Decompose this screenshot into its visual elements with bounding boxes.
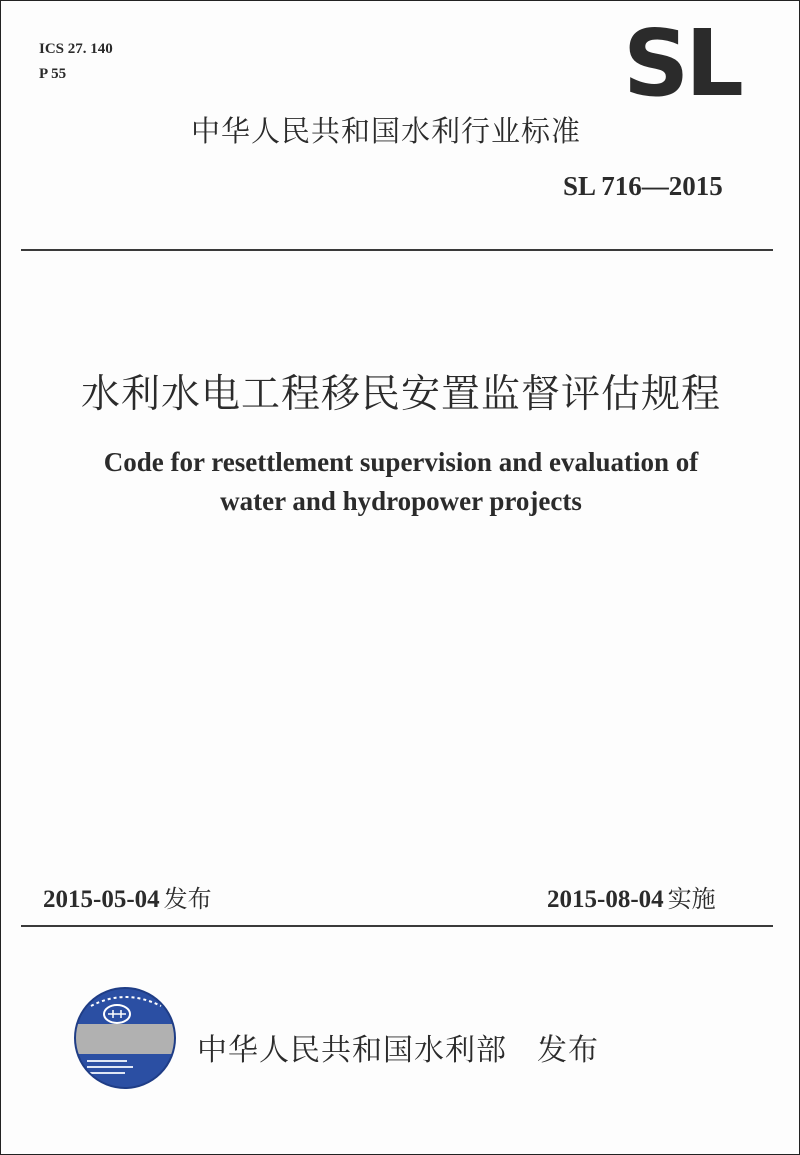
title-chinese: 水利水电工程移民安置监督评估规程 — [80, 372, 721, 417]
implement-label: 实施 — [667, 885, 716, 913]
publisher-name: 中华人民共和国水利部 — [197, 1033, 507, 1068]
issue-label: 发布 — [163, 885, 212, 913]
top-divider — [21, 249, 773, 251]
issue-date: 2015-05-04 — [43, 886, 160, 913]
title-english-line-1: Code for resettlement supervision and evaluation of — [103, 447, 699, 477]
title-english — [1, 443, 800, 521]
title-english-line-2: water and hydropower projects — [220, 486, 582, 516]
publisher-action: 发布 — [537, 1033, 599, 1068]
implement-date-block — [547, 879, 716, 914]
bottom-divider — [21, 925, 773, 927]
industry-standard-heading: 中华人民共和国水利行业标准 — [191, 114, 582, 148]
issue-date-block — [43, 879, 212, 914]
implement-date: 2015-08-04 — [547, 886, 664, 913]
sl-logo: SL — [623, 10, 740, 117]
classification-block — [39, 37, 113, 87]
ics-code: ICS 27. 140 — [39, 41, 113, 57]
ccs-code: P 55 — [39, 66, 67, 82]
publisher-line — [197, 1025, 599, 1069]
standard-number: SL 716—2015 — [563, 171, 723, 201]
anti-counterfeit-seal-icon — [73, 986, 177, 1090]
